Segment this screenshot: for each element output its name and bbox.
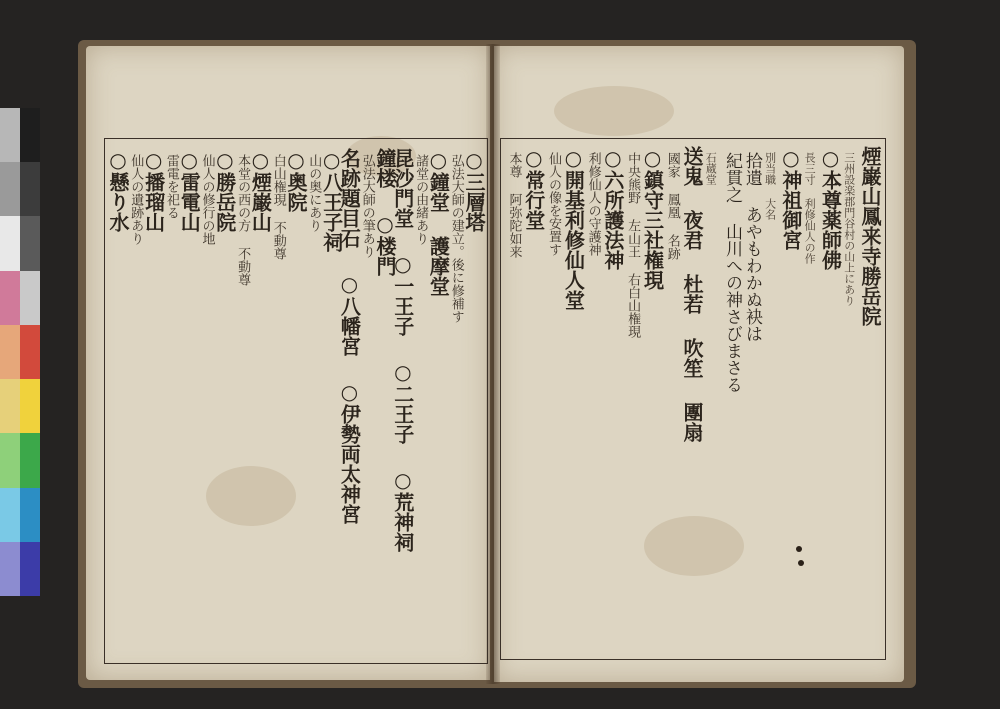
text-column: ○常行堂	[521, 146, 546, 230]
text-column: 諸堂の由緒あり	[413, 154, 429, 245]
calibration-swatch	[20, 108, 40, 163]
text-column: ○勝岳院	[212, 148, 237, 232]
book-gutter	[486, 44, 500, 684]
text-column: ○奥院	[284, 148, 308, 212]
text-column: ○鎮守三社権現	[640, 146, 665, 290]
text-column: 仙人の遺跡あり	[128, 154, 144, 245]
color-calibration-strip	[0, 108, 40, 596]
text-column: ○三層塔	[462, 148, 486, 232]
text-column: ○八王子祠	[319, 148, 344, 252]
text-column: ○雷電山	[177, 148, 202, 232]
calibration-swatch	[20, 271, 40, 326]
calibration-swatch	[0, 488, 20, 543]
text-column: 煙巌山鳳来寺勝岳院	[858, 146, 882, 326]
text-column: 本尊 阿弥陀如来	[506, 152, 522, 258]
text-column: 紀貫之 山川への神さびまさる	[722, 152, 743, 393]
text-column: 本堂の西の方 不動尊	[235, 154, 251, 286]
text-column: ○鐘堂 護摩堂	[426, 148, 451, 296]
calibration-swatch	[0, 108, 20, 163]
text-column: 中央熊野 左山王 右白山権現	[625, 152, 641, 338]
calibration-swatch	[0, 542, 20, 597]
calibration-swatch	[20, 488, 40, 543]
text-column: 山の奥にあり	[306, 154, 322, 232]
text-column: ○神祖御宮	[778, 146, 803, 250]
calibration-swatch	[20, 433, 40, 488]
text-column: ○開基利修仙人堂	[561, 146, 586, 310]
calibration-swatch	[0, 216, 20, 271]
text-column: 拾遺 あやもわかぬ袂は	[741, 152, 762, 342]
text-column: 雷電を祀る	[163, 154, 179, 219]
text-column: 仙人の像を安置す	[546, 152, 562, 256]
text-column: 名跡題目石 ○八幡宮 ○伊勢両太神宮	[337, 148, 362, 524]
calibration-swatch	[20, 325, 40, 380]
calibration-swatch	[20, 162, 40, 217]
text-column: 別当職 大名	[763, 152, 777, 220]
text-column: 長三寸 利修仙人の作	[803, 152, 817, 264]
text-column: ○六所護法神	[600, 146, 625, 270]
calibration-swatch	[0, 162, 20, 217]
text-column: 國家 鳳凰 名跡	[664, 152, 680, 260]
calibration-swatch	[0, 379, 20, 434]
calibration-swatch	[0, 271, 20, 326]
text-column: 弘法大師の建立。後に修補す	[448, 154, 464, 323]
text-column: 三州設楽郡門谷村の山上にあり	[842, 152, 856, 306]
text-column: 石蔵堂	[704, 152, 718, 185]
calibration-swatch	[0, 325, 20, 380]
text-column: ○煙巌山	[248, 148, 273, 232]
text-column: 仙人の修行の地	[199, 154, 215, 245]
text-column: 利修仙人の守護神	[585, 152, 601, 256]
text-column: ○本尊薬師佛	[818, 146, 843, 270]
calibration-swatch	[0, 433, 20, 488]
text-column: 白山権現 不動尊	[270, 154, 286, 260]
calibration-swatch	[20, 379, 40, 434]
text-column: 弘法大師の筆あり	[359, 154, 375, 258]
calibration-swatch	[20, 216, 40, 271]
text-column: ○懸り水	[106, 148, 130, 232]
text-column: 昆沙門堂 ○一王子 ○二王子 ○荒神祠	[390, 148, 415, 552]
text-column: 送鬼 夜君 杜若 吹笙 團扇	[680, 146, 704, 442]
text-column: 鐘楼 ○楼門	[373, 148, 397, 276]
calibration-swatch	[20, 542, 40, 597]
text-column: ○播瑠山	[141, 148, 166, 232]
